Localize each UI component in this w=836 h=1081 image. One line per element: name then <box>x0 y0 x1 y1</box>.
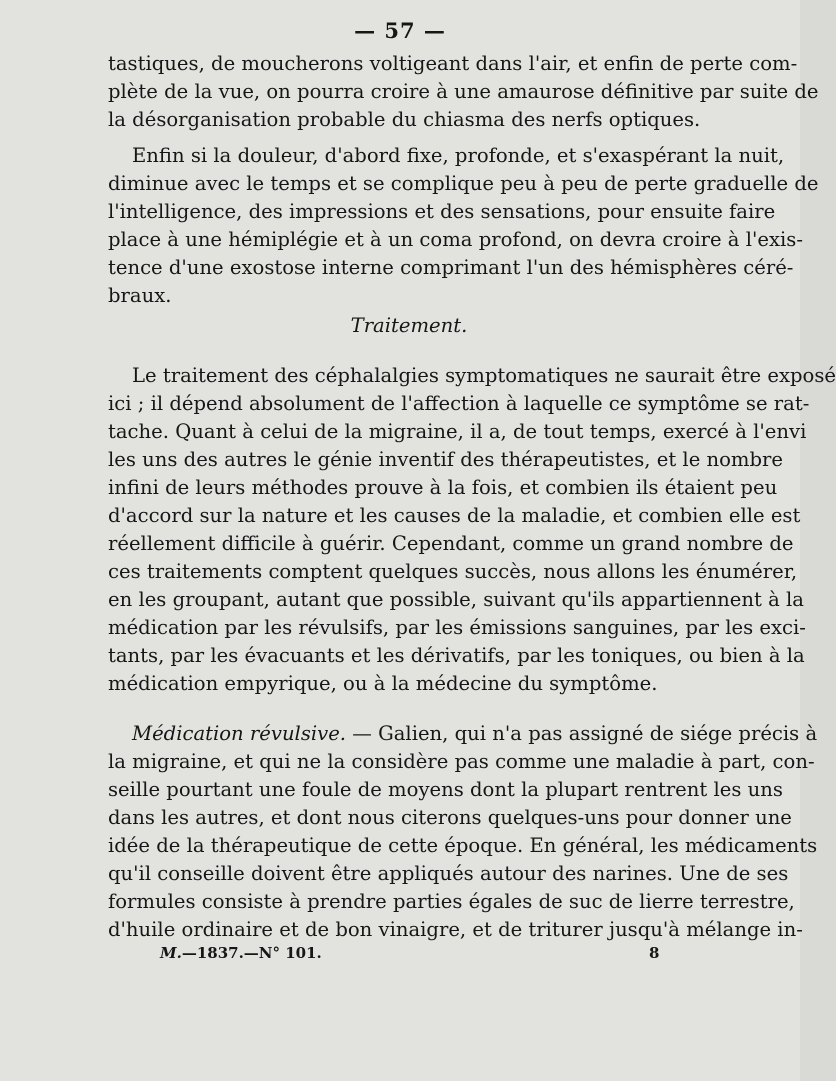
text-line: Le traitement des céphalalgies symptomatiques ne saurait être exposé <box>132 364 836 387</box>
text-line: ces traitements comptent quelques succès, nous allons les énumérer, <box>108 560 798 583</box>
text-line: l'intelligence, des impressions et des sensations, pour ensuite faire <box>108 200 776 223</box>
text-line: plète de la vue, on pourra croire à une amaurose définitive par suite de <box>108 80 819 103</box>
text-line: réellement difficile à guérir. Cependant, comme un grand nombre de <box>108 532 794 555</box>
text-line: dans les autres, et dont nous citerons quelques-uns pour donner une <box>108 806 792 829</box>
text-line: idée de la thérapeutique de cette époque. En général, les médicaments <box>108 834 818 857</box>
text-line <box>108 720 818 748</box>
text-line: tence d'une exostose interne comprimant l'un des hémisphères céré- <box>108 256 794 279</box>
text-line: en les groupant, autant que possible, suivant qu'ils appartiennent à la <box>108 588 804 611</box>
text-line: médication empyrique, ou à la médecine du symptôme. <box>108 672 658 695</box>
text-line: d'accord sur la nature et les causes de la maladie, et combien elle est <box>108 504 801 527</box>
text-line: infini de leurs méthodes prouve à la fois, et combien ils étaient peu <box>108 476 778 499</box>
text-line: seille pourtant une foule de moyens dont la plupart rentrent les uns <box>108 778 783 801</box>
text-line: ici ; il dépend absolument de l'affection à laquelle ce symptôme se rat- <box>108 392 810 415</box>
text-run: — Galien, qui n'a pas assigné de siége précis à <box>346 722 818 745</box>
text-line: Enfin si la douleur, d'abord fixe, profonde, et s'exaspérant la nuit, <box>132 144 785 167</box>
sheet-number: 8 <box>649 944 660 962</box>
text-line: médication par les révulsifs, par les émissions sanguines, par les exci- <box>108 616 806 639</box>
subsection-lead: Médication révulsive. <box>132 722 347 745</box>
text-line: diminue avec le temps et se complique peu à peu de perte graduelle de <box>108 172 819 195</box>
body-text <box>108 50 836 944</box>
text-line: tastiques, de moucherons voltigeant dans l'air, et enfin de perte com- <box>108 52 798 75</box>
footer-signature: M. <box>160 944 182 962</box>
footer-imprint: —1837.—N° 101. <box>181 944 322 962</box>
text-line: les uns des autres le génie inventif des thérapeutistes, et le nombre <box>108 448 784 471</box>
page-footer <box>160 944 660 962</box>
text-line: formules consiste à prendre parties égales de suc de lierre terrestre, <box>108 890 795 913</box>
section-heading: Traitement. <box>350 314 468 337</box>
text-line: d'huile ordinaire et de bon vinaigre, et de triturer jusqu'à mélange in- <box>108 918 803 941</box>
text-line: qu'il conseille doivent être appliqués autour des narines. Une de ses <box>108 862 789 885</box>
text-line: tants, par les évacuants et les dérivatifs, par les toniques, ou bien à la <box>108 644 805 667</box>
text-line: braux. <box>108 284 172 307</box>
page-number: — 57 — <box>354 18 446 43</box>
text-line: tache. Quant à celui de la migraine, il a, de tout temps, exercé à l'envi <box>108 420 807 443</box>
text-line: la désorganisation probable du chiasma des nerfs optiques. <box>108 108 701 131</box>
text-line: place à une hémiplégie et à un coma profond, on devra croire à l'exis- <box>108 228 803 251</box>
text-line: la migraine, et qui ne la considère pas comme une maladie à part, con- <box>108 750 815 773</box>
